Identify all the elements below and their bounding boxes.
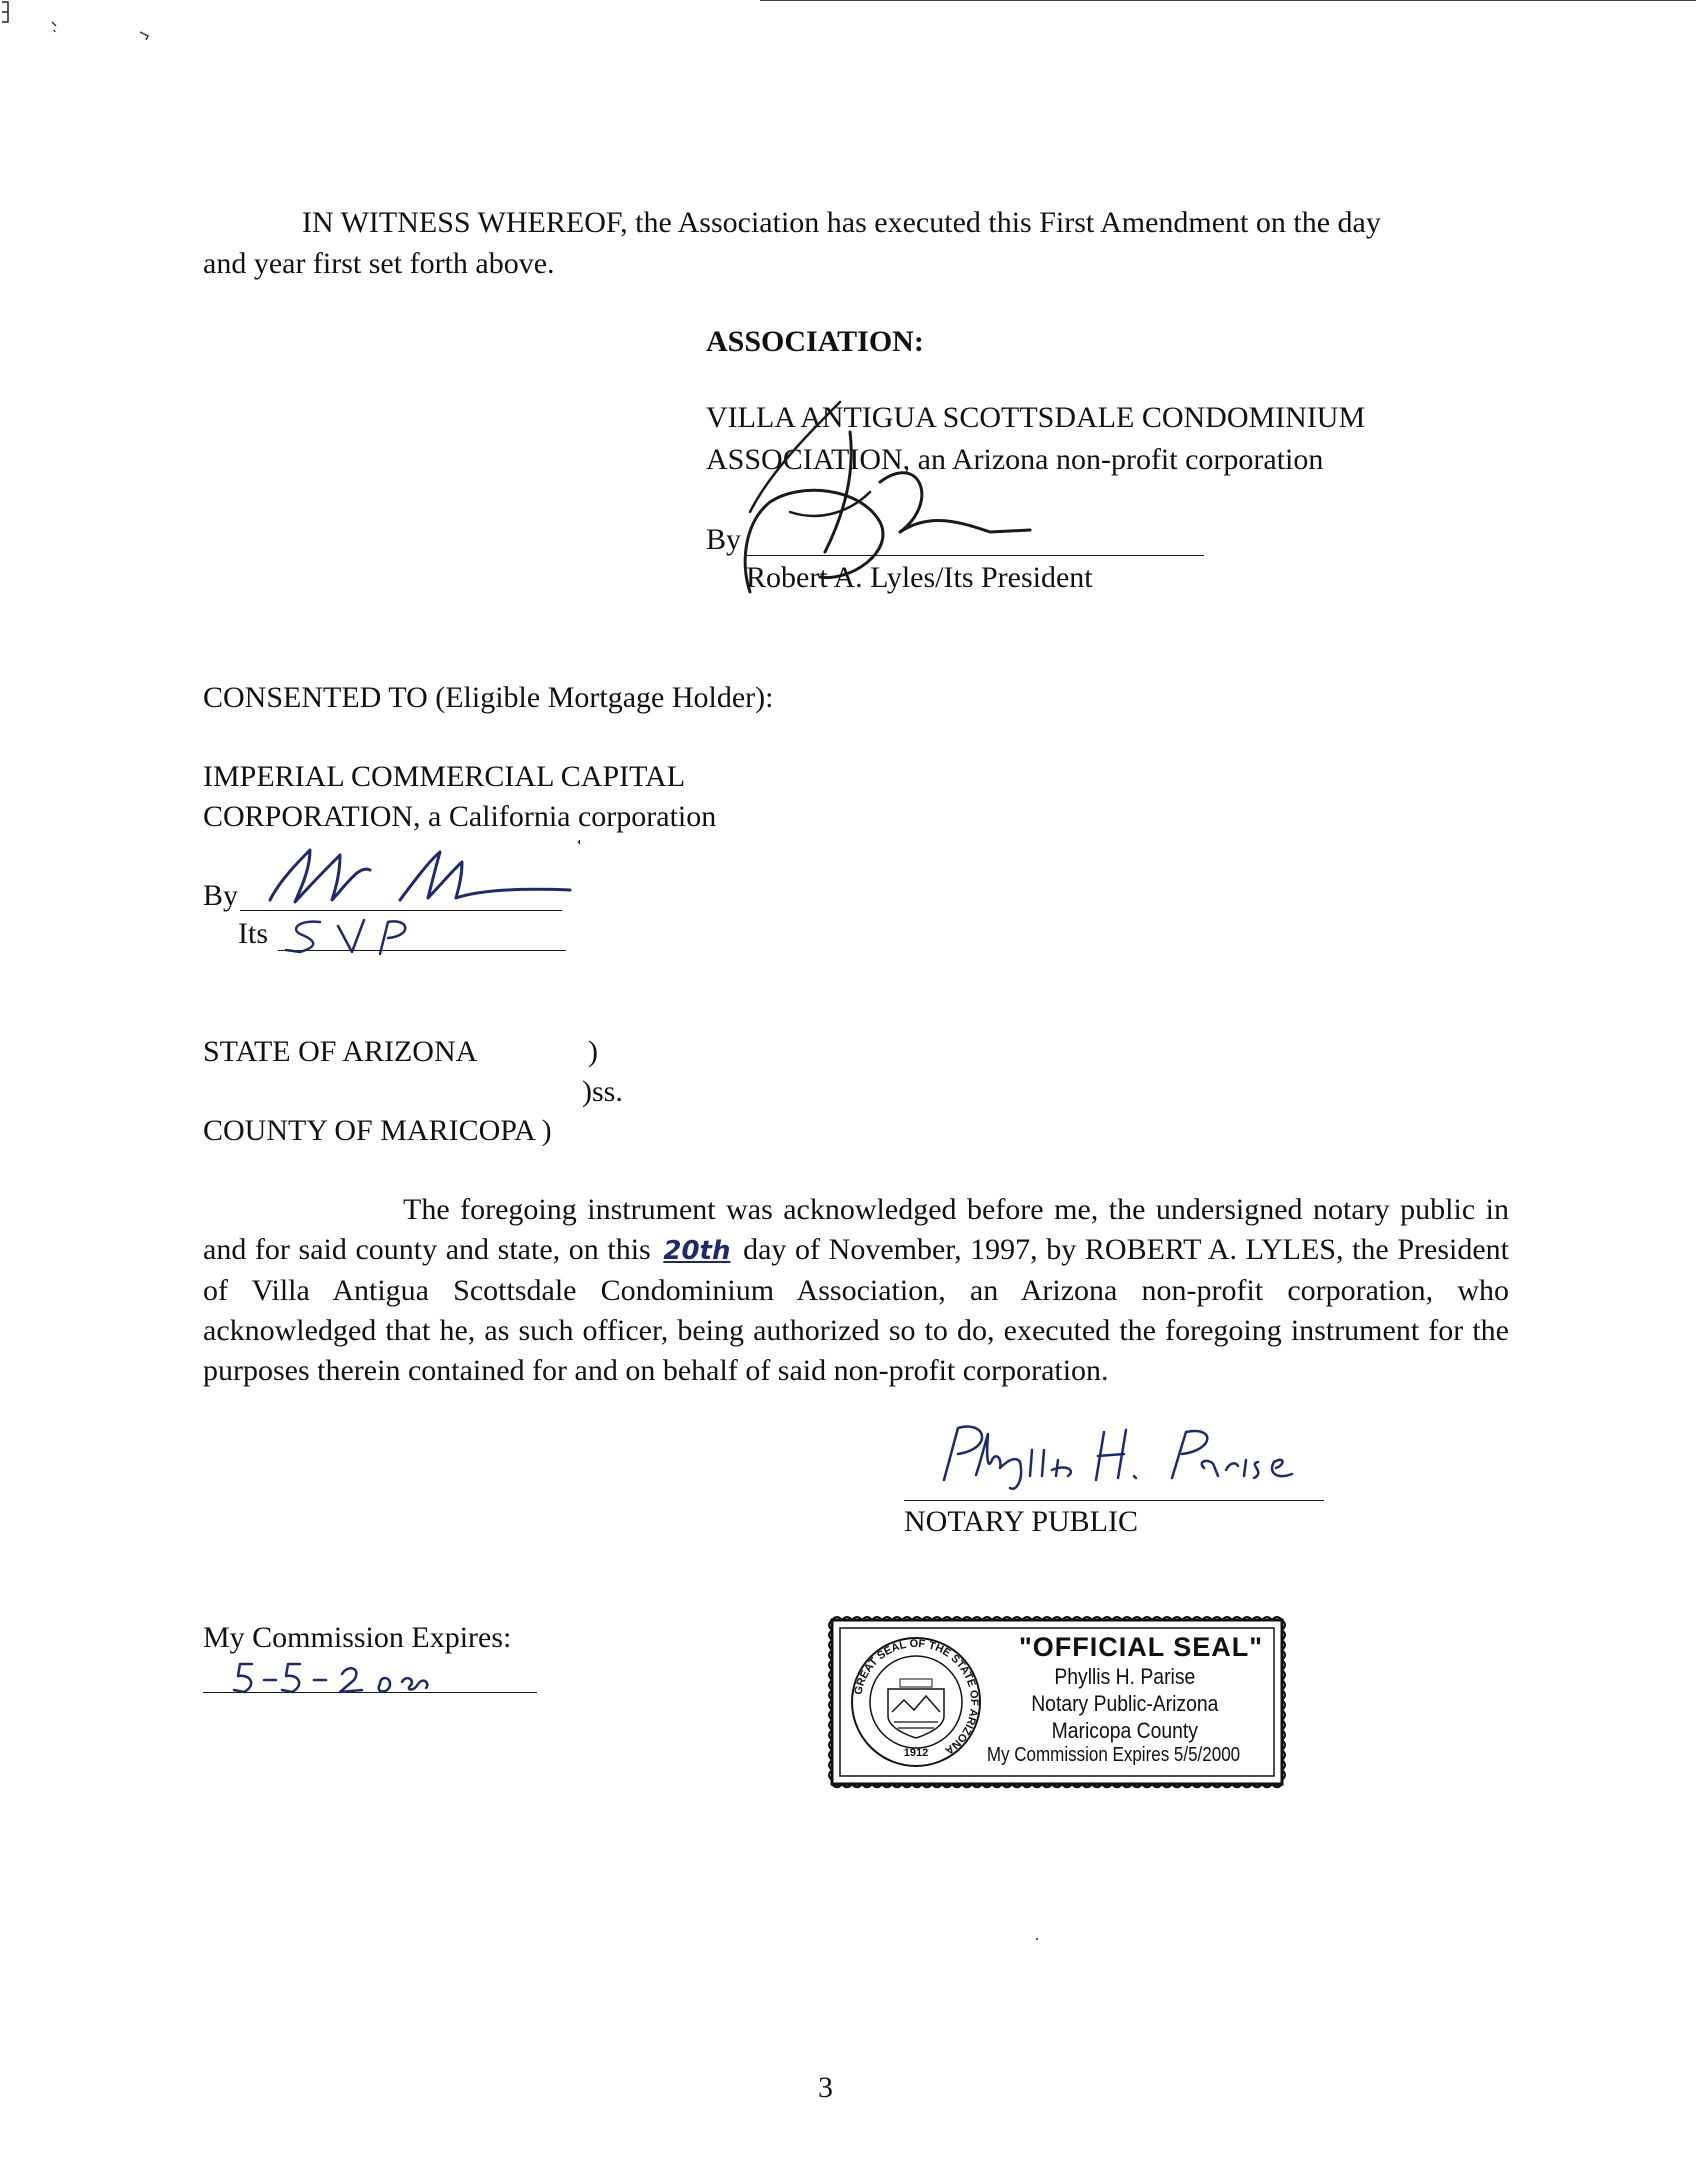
association-name-line-2: ASSOCIATION, an Arizona non-profit corporation <box>706 443 1324 476</box>
witness-line-1: IN WITNESS WHEREOF, the Association has executed this First Amendment on the day <box>302 206 1381 239</box>
scan-speck <box>1036 1938 1038 1940</box>
consent-its-handwriting <box>280 916 440 956</box>
seal-emblem-ring-text: GREAT SEAL OF THE STATE OF ARIZONA <box>852 1637 981 1757</box>
consent-name-line-2: CORPORATION, a California corporation <box>203 800 717 833</box>
seal-county: Maricopa County <box>1051 1718 1198 1743</box>
seal-expires: My Commission Expires 5/5/2000 <box>986 1744 1241 1766</box>
acknowledgment-text-after: day of November, 1997, by ROBERT A. LYLES, the President of Villa Antigua Scottsdale Condominium Association, an Arizona non-profit corporation, who acknowledged that he, as such officer, being authorized so to do, executed the foregoing instrument for the purposes therein contained for and on behalf of said non-profit corporation. <box>203 1233 1510 1387</box>
notary-signature <box>936 1420 1316 1500</box>
association-name-line-1: VILLA ANTIGUA SCOTTSDALE CONDOMINIUM <box>706 401 1366 434</box>
state-seal-emblem <box>848 1634 984 1770</box>
notary-signature-line <box>904 1500 1324 1501</box>
consent-name-line-1: IMPERIAL COMMERCIAL CAPITAL <box>203 760 686 793</box>
acknowledgment-day: 20th <box>663 1236 731 1266</box>
page-number: 3 <box>818 2071 833 2104</box>
association-signer: Robert A. Lyles/Its President <box>746 561 1093 594</box>
commission-label: My Commission Expires: <box>203 1621 512 1654</box>
consent-by-label: By <box>203 879 239 912</box>
seal-name: Phyllis H. Parise <box>1054 1664 1196 1689</box>
venue-state-paren: ) <box>588 1035 598 1068</box>
venue-county: COUNTY OF MARICOPA ) <box>203 1114 552 1147</box>
consent-heading: CONSENTED TO (Eligible Mortgage Holder): <box>203 681 774 714</box>
seal-role: Notary Public-Arizona <box>1031 1691 1219 1716</box>
association-by-label: By <box>706 523 742 556</box>
acknowledgment-text-before: The foregoing instrument was acknowledged before me, the undersigned notary public in and for said county and state, on this <box>203 1193 1509 1266</box>
official-seal-stamp <box>826 1612 1290 1792</box>
seal-emblem-year: 1912 <box>903 1747 929 1759</box>
acknowledgment-paragraph <box>203 1190 1509 1391</box>
association-heading: ASSOCIATION: <box>706 325 924 358</box>
witness-line-2: and year first set forth above. <box>203 247 555 280</box>
scan-marks <box>0 0 160 40</box>
consent-its-label: Its <box>238 917 268 950</box>
seal-title: "OFFICIAL SEAL" <box>1018 1632 1264 1662</box>
venue-state: STATE OF ARIZONA <box>203 1035 478 1068</box>
consent-signature <box>240 840 580 920</box>
notary-label: NOTARY PUBLIC <box>904 1505 1139 1538</box>
association-signature <box>730 392 1050 602</box>
scan-edge-line <box>760 0 1696 1</box>
venue-ss: )ss. <box>582 1075 623 1108</box>
